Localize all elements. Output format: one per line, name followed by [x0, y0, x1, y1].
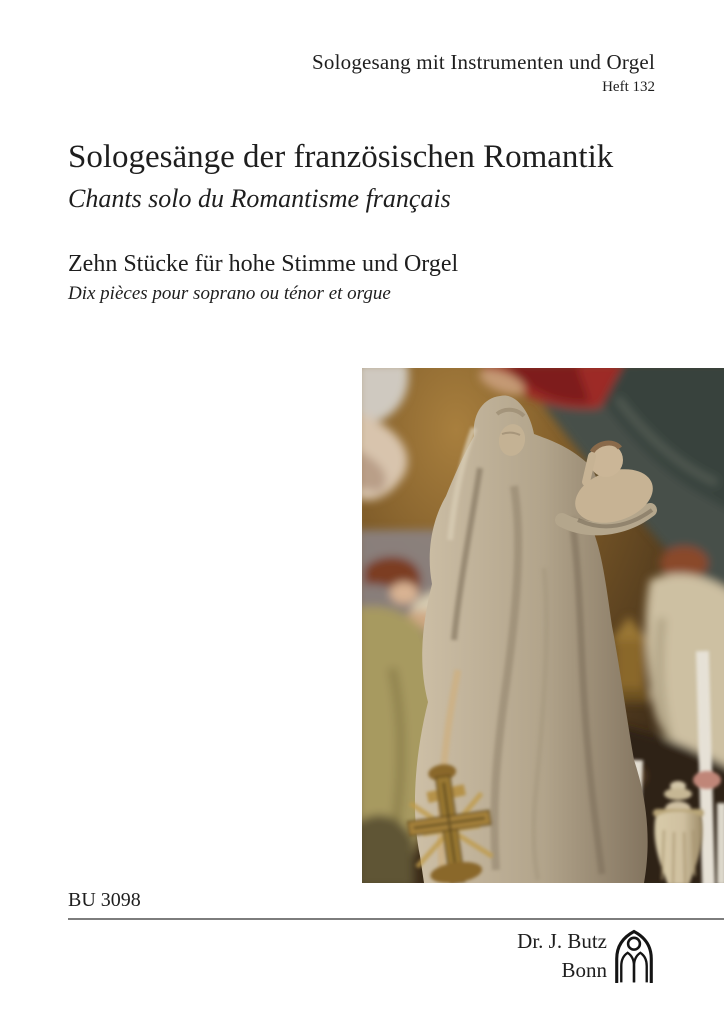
- putto-figure: [693, 771, 721, 789]
- left-angel-face: [390, 582, 418, 604]
- main-title-german: Sologesänge der französischen Romantik: [68, 139, 614, 175]
- footer-rule: [68, 918, 724, 920]
- title-block: [68, 138, 613, 214]
- gothic-window-icon: [614, 929, 654, 983]
- madonna-statue-photo: [362, 368, 724, 883]
- scoring-block: [68, 250, 458, 305]
- scoring-german: Zehn Stücke für hohe Stimme und Orgel: [68, 251, 459, 277]
- main-title-french: Chants solo du Romantisme français: [68, 184, 451, 213]
- scoring-french: Dix pièces pour soprano ou ténor et orgue: [68, 283, 391, 304]
- cover-photo: [362, 368, 724, 883]
- series-title: Sologesang mit Instrumenten und Orgel: [312, 50, 655, 74]
- publisher-name: Dr. J. Butz: [517, 929, 607, 953]
- series-block: [312, 50, 655, 96]
- publisher-block: [517, 929, 654, 983]
- publisher-city: Bonn: [561, 958, 607, 982]
- issue-number: Heft 132: [602, 79, 655, 95]
- candle-edge: [717, 803, 724, 883]
- catalog-number: BU 3098: [68, 889, 141, 911]
